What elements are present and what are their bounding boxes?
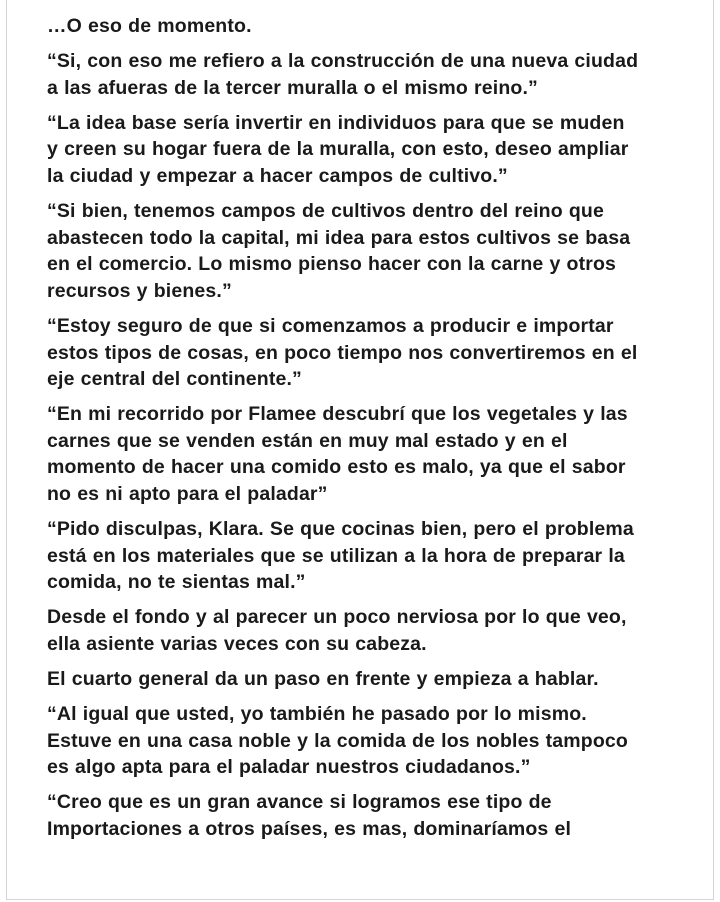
text-line: “Si, con eso me refiero a la construcción de una nueva ciudad	[47, 50, 639, 73]
text-line: comida, no te sientas mal.”	[47, 571, 306, 594]
text-line: momento de hacer una comido esto es malo, ya que el sabor	[47, 456, 626, 479]
text-line: en el comercio. Lo mismo pienso hacer con la carne y otros	[47, 253, 617, 276]
text-line: “La idea base sería invertir en individuos para que se muden	[47, 111, 625, 134]
text-line: no es ni apto para el paladar”	[47, 483, 328, 505]
document-body	[47, 13, 687, 851]
text-line: abastecen todo la capital, mi idea para estos cultivos se basa	[47, 226, 631, 249]
text-line: está en los materiales que se utilizan a la hora de preparar la	[47, 544, 625, 567]
text-line: Estuve en una casa noble y la comida de los nobles tampoco	[47, 729, 628, 752]
paragraph-1	[47, 13, 687, 40]
text-line: la ciudad y empezar a hacer campos de cultivo.”	[47, 164, 508, 187]
paragraph-3	[47, 110, 687, 190]
text-line: “Creo que es un gran avance si logramos ese tipo de	[47, 791, 552, 814]
paragraph-6	[47, 401, 687, 507]
text-line: El cuarto general da un paso en frente y empieza a hablar.	[47, 668, 599, 691]
text-line: …O eso de momento.	[47, 15, 252, 37]
text-line: y creen su hogar fuera de la muralla, con esto, deseo ampliar	[47, 138, 629, 161]
text-line: recursos y bienes.”	[47, 279, 232, 302]
text-line: es algo apta para el paladar nuestros ciudadanos.”	[47, 756, 531, 779]
paragraph-4	[47, 198, 687, 304]
paragraph-2	[47, 48, 687, 101]
paragraph-8	[47, 604, 687, 657]
text-line: estos tipos de cosas, en poco tiempo nos convertiremos en el	[47, 341, 638, 364]
paragraph-11	[47, 789, 687, 842]
text-line: “En mi recorrido por Flamee descubrí que los vegetales y las	[47, 403, 628, 426]
text-line: “Estoy seguro de que si comenzamos a producir e importar	[47, 314, 614, 337]
text-line: Importaciones a otros países, es mas, dominaríamos el	[47, 818, 572, 841]
text-line: eje central del continente.”	[47, 368, 302, 391]
text-line: “Pido disculpas, Klara. Se que cocinas bien, pero el problema	[47, 518, 634, 541]
text-line: Desde el fondo y al parecer un poco nerviosa por lo que veo,	[47, 606, 627, 629]
text-line: carnes que se venden están en muy mal estado y en el	[47, 429, 568, 452]
text-line: a las afueras de la tercer muralla o el mismo reino.”	[47, 76, 538, 99]
text-line: “Si bien, tenemos campos de cultivos dentro del reino que	[47, 200, 604, 223]
paragraph-5	[47, 313, 687, 393]
text-line: “Al igual que usted, yo también he pasado por lo mismo.	[47, 703, 587, 726]
document-page	[6, 0, 714, 900]
paragraph-7	[47, 516, 687, 596]
text-line: ella asiente varias veces con su cabeza.	[47, 632, 427, 655]
paragraph-10	[47, 701, 687, 781]
paragraph-9	[47, 666, 687, 693]
